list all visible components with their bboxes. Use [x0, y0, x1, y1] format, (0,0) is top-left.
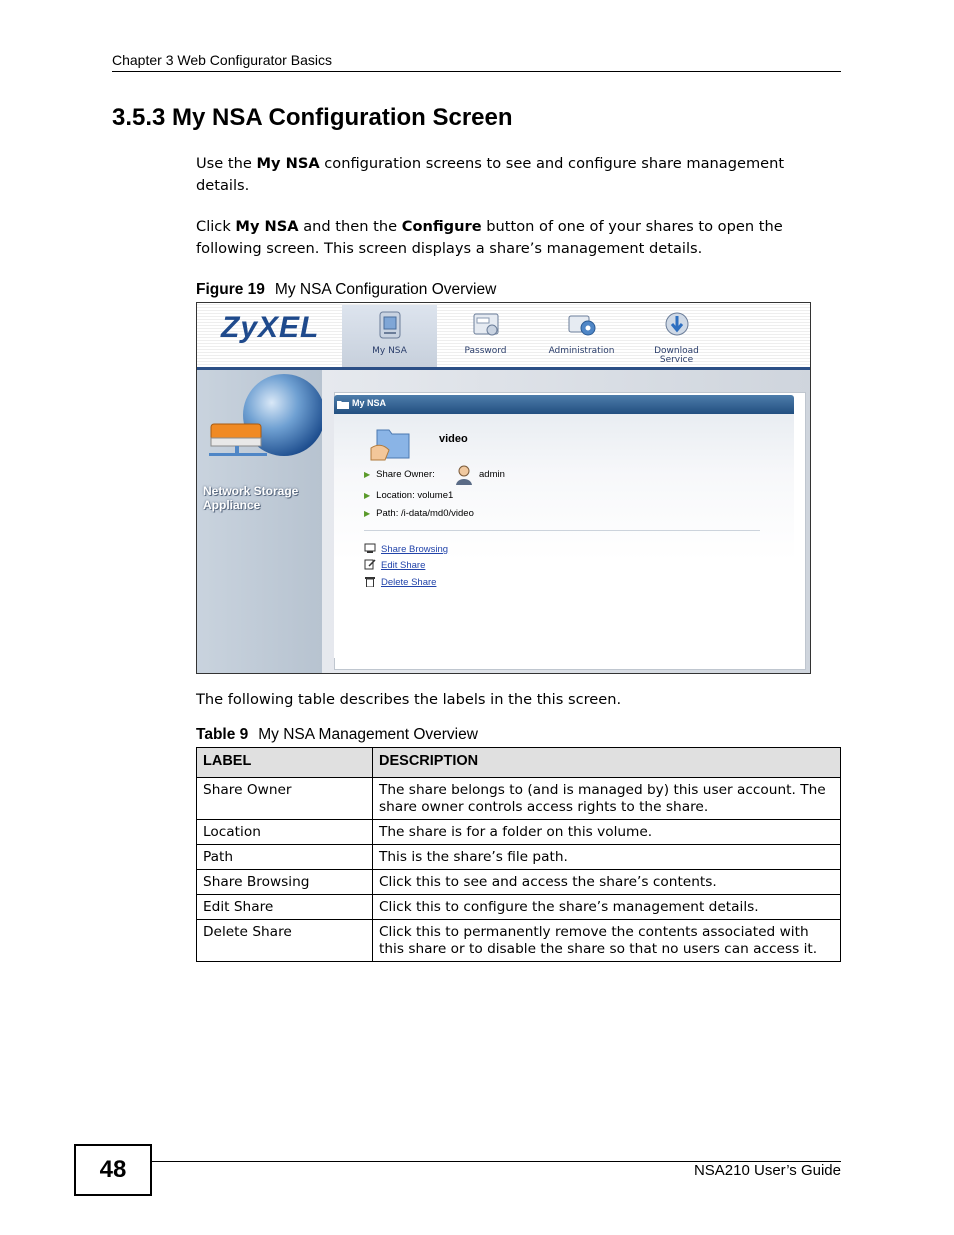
footer-guide-title: NSA210 User’s Guide	[693, 1162, 841, 1179]
tab-my-nsa[interactable]	[342, 305, 437, 367]
panel-divider	[364, 530, 760, 531]
figure-screenshot	[196, 302, 811, 674]
tab-label: Download Service	[654, 346, 699, 365]
trash-icon	[364, 576, 376, 587]
section-title: 3.5.3 My NSA Configuration Screen	[112, 104, 513, 131]
share-name: video	[439, 433, 468, 445]
table-header-row	[197, 748, 841, 778]
share-browsing-link[interactable]: Share Browsing	[364, 543, 448, 555]
table-cell-description: Click this to configure the share’s management details.	[373, 895, 841, 920]
table-row	[197, 920, 841, 962]
user-icon	[455, 465, 473, 485]
arrow-icon: ▶	[364, 470, 371, 479]
tab-label: Password	[464, 346, 507, 356]
edit-icon	[364, 559, 376, 570]
column-header-label: LABEL	[197, 748, 373, 778]
table-row	[197, 895, 841, 920]
table-cell-label: Delete Share	[197, 920, 373, 962]
side-banner	[197, 370, 322, 673]
table-cell-label: Share Owner	[197, 778, 373, 820]
administration-icon	[568, 310, 596, 342]
top-nav-bar	[197, 303, 810, 367]
intro-paragraph: Use the My NSA configuration screens to see and configure share management details.	[196, 155, 785, 194]
table-caption: Table 9 My NSA Management Overview	[196, 726, 478, 743]
share-owner-value: admin	[479, 469, 505, 480]
figure-caption: Figure 19 My NSA Configuration Overview	[196, 281, 497, 298]
table-row	[197, 870, 841, 895]
password-icon	[472, 310, 500, 342]
table-row	[197, 778, 841, 820]
label-description-table	[196, 747, 841, 962]
nas-device-icon	[209, 422, 267, 460]
share-owner-label: Share Owner:	[376, 469, 435, 480]
tab-label: My NSA	[372, 346, 407, 356]
table-cell-label: Share Browsing	[197, 870, 373, 895]
page-number: 48	[74, 1144, 152, 1196]
table-cell-label: Location	[197, 820, 373, 845]
table-cell-description: The share is for a folder on this volume.	[373, 820, 841, 845]
download-service-icon	[663, 310, 691, 342]
content-area	[322, 370, 810, 673]
column-header-description: DESCRIPTION	[373, 748, 841, 778]
folder-icon	[337, 400, 349, 409]
tab-administration[interactable]	[534, 305, 629, 367]
side-banner-label: Network Storage Appliance	[203, 484, 299, 512]
path-row: ▶ Path: /i-data/md0/video	[364, 508, 474, 519]
table-cell-label: Edit Share	[197, 895, 373, 920]
tab-password[interactable]	[438, 305, 533, 367]
chapter-header: Chapter 3 Web Configurator Basics	[112, 52, 332, 68]
share-owner-row	[364, 469, 435, 480]
zyxel-logo: ZyXEL	[221, 311, 320, 344]
browse-icon	[364, 543, 376, 554]
panel-title: My NSA	[352, 398, 387, 408]
arrow-icon: ▶	[364, 491, 371, 500]
instruction-paragraph: Click My NSA and then the Configure button of one of your shares to open the following screen. This screen displays a share’s management details.	[196, 218, 783, 257]
table-cell-description: Click this to permanently remove the contents associated with this share or to disable the share so that no users can access it.	[373, 920, 841, 962]
table-cell-label: Path	[197, 845, 373, 870]
header-rule	[112, 71, 841, 72]
table-row	[197, 845, 841, 870]
tab-label: Administration	[548, 346, 615, 356]
table-intro-paragraph: The following table describes the labels in the this screen.	[196, 691, 622, 708]
arrow-icon: ▶	[364, 509, 371, 518]
table-row	[197, 820, 841, 845]
table-cell-description: This is the share’s file path.	[373, 845, 841, 870]
tab-download-service[interactable]	[629, 305, 724, 367]
panel-header	[334, 395, 794, 414]
table-cell-description: The share belongs to (and is managed by) this user account. The share owner controls access rights to the share.	[373, 778, 841, 820]
my-nsa-icon	[376, 310, 404, 342]
share-folder-icon	[369, 426, 411, 464]
delete-share-link[interactable]: Delete Share	[364, 576, 436, 588]
edit-share-link[interactable]: Edit Share	[364, 559, 425, 571]
table-cell-description: Click this to see and access the share’s contents.	[373, 870, 841, 895]
location-row: ▶ Location: volume1	[364, 490, 454, 501]
